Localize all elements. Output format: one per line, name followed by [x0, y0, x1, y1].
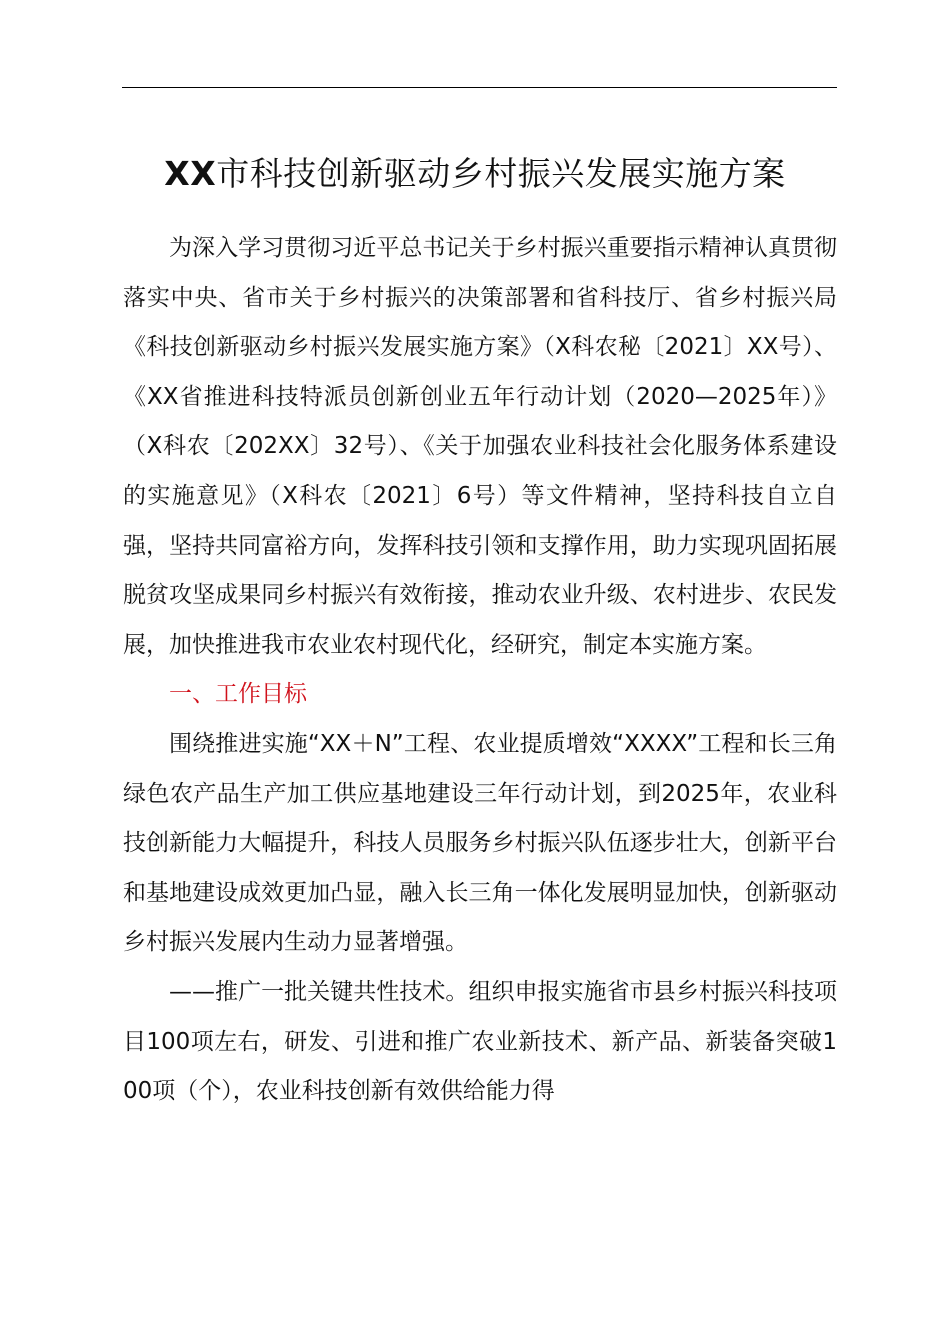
goal-item-paragraph: ——推广一批关键共性技术。组织申报实施省市县乡村振兴科技项目100项左右，研发、引进和推广农业新技术、新产品、新装备突破100项（个），农业科技创新有效供给能力得	[123, 978, 837, 1105]
header-rule	[122, 87, 837, 88]
intro-paragraph: 为深入学习贯彻习近平总书记关于乡村振兴重要指示精神认真贯彻落实中央、省市关于乡村振兴的决策部署和省科技厅、省乡村振兴局《科技创新驱动乡村振兴发展实施方案》（X科农秘〔2021〕XX号）、《XX省推进科技特派员创新创业五年行动计划（2020—2025年）》（X科农〔202XX〕32号）、《关于加强农业科技社会化服务体系建设的实施意见》（X科农〔2021〕6号）等文件精神，坚持科技自立自强，坚持共同富裕方向，发挥科技引领和支撑作用，助力实现巩固拓展脱贫攻坚成果同乡村振兴有效衔接，推动农业升级、农村进步、农民发展，加快推进我市农业农村现代化，经研究，制定本实施方案。	[123, 235, 837, 658]
title-main: 市科技创新驱动乡村振兴发展实施方案	[216, 154, 786, 193]
goal-paragraph: 围绕推进实施“XX＋N”工程、农业提质增效“XXXX”工程和长三角绿色农产品生产加工供应基地建设三年行动计划，到2025年，农业科技创新能力大幅提升，科技人员服务乡村振兴队伍逐步壮大，创新平台和基地建设成效更加凸显，融入长三角一体化发展明显加快，创新驱动乡村振兴发展内生动力显著增强。	[123, 730, 837, 956]
title-prefix: XX	[164, 154, 217, 193]
document-body	[123, 224, 837, 1117]
section-heading: 一、工作目标	[169, 681, 307, 708]
document-title	[0, 146, 950, 202]
